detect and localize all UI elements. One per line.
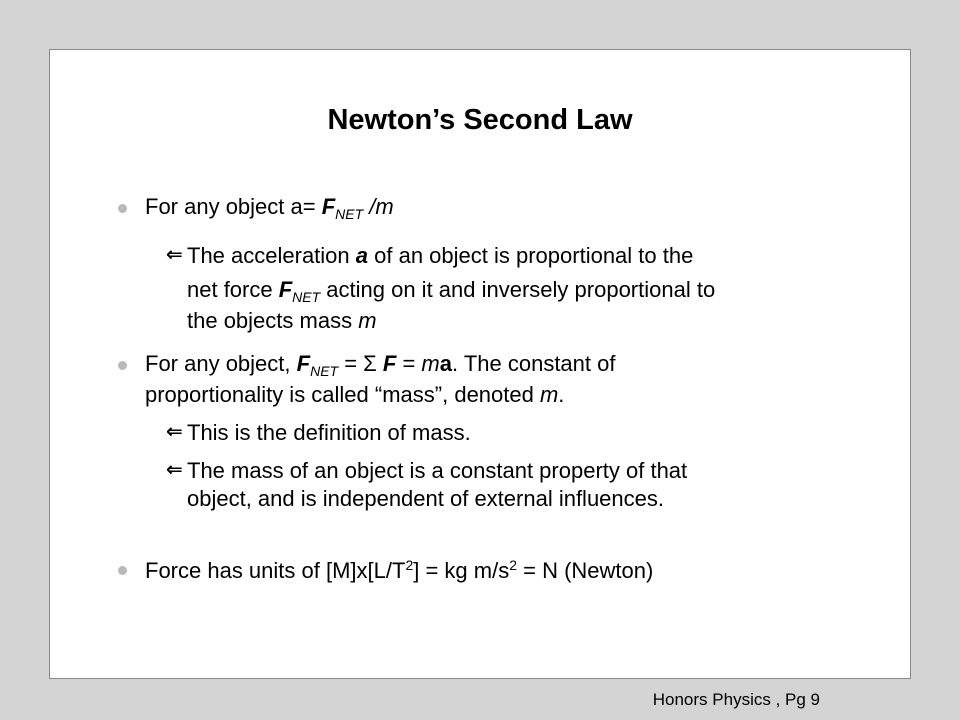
- sub-bullet-1-line-2: net force $F_{NET}$ acting on it and inversely proportional to: [187, 277, 716, 305]
- sub-bullet-3-line-1: The mass of an object is a constant property of that: [187, 458, 688, 483]
- sub-bullet-3-line-2: object, and is independent of external influences.: [187, 486, 664, 511]
- arrow-bullet-icon: ⇐: [166, 421, 183, 443]
- arrow-bullet-icon: ⇐: [166, 459, 183, 481]
- bullet-3-text: Force has units of $[M]x[L/T^2]$ = kg $m/s^2 = N$ (Newton): [145, 557, 654, 583]
- bullet-dot: [118, 204, 127, 213]
- sub-bullet-2-text: This is the definition of mass.: [187, 420, 471, 445]
- bullet-dot: [118, 361, 127, 370]
- sub-bullet-1-line-3: the objects mass m: [187, 308, 377, 333]
- bullet-dot: [118, 566, 127, 575]
- bullet-1-text: For any object $a= F_{NET}$ /m: [145, 194, 394, 222]
- bullet-2-line-1: For any object, $F_{NET} = \Sigma$ F = ma. The constant of: [145, 351, 616, 379]
- slide-title: Newton’s Second Law: [327, 104, 633, 136]
- sub-bullet-1-line-1: The acceleration a of an object is proportional to the: [187, 243, 694, 268]
- footer-page-label: Honors Physics , Pg 9: [652, 690, 820, 709]
- arrow-bullet-icon: ⇐: [166, 244, 183, 266]
- bullet-2-line-2: proportionality is called “mass”, denoted m.: [145, 382, 565, 407]
